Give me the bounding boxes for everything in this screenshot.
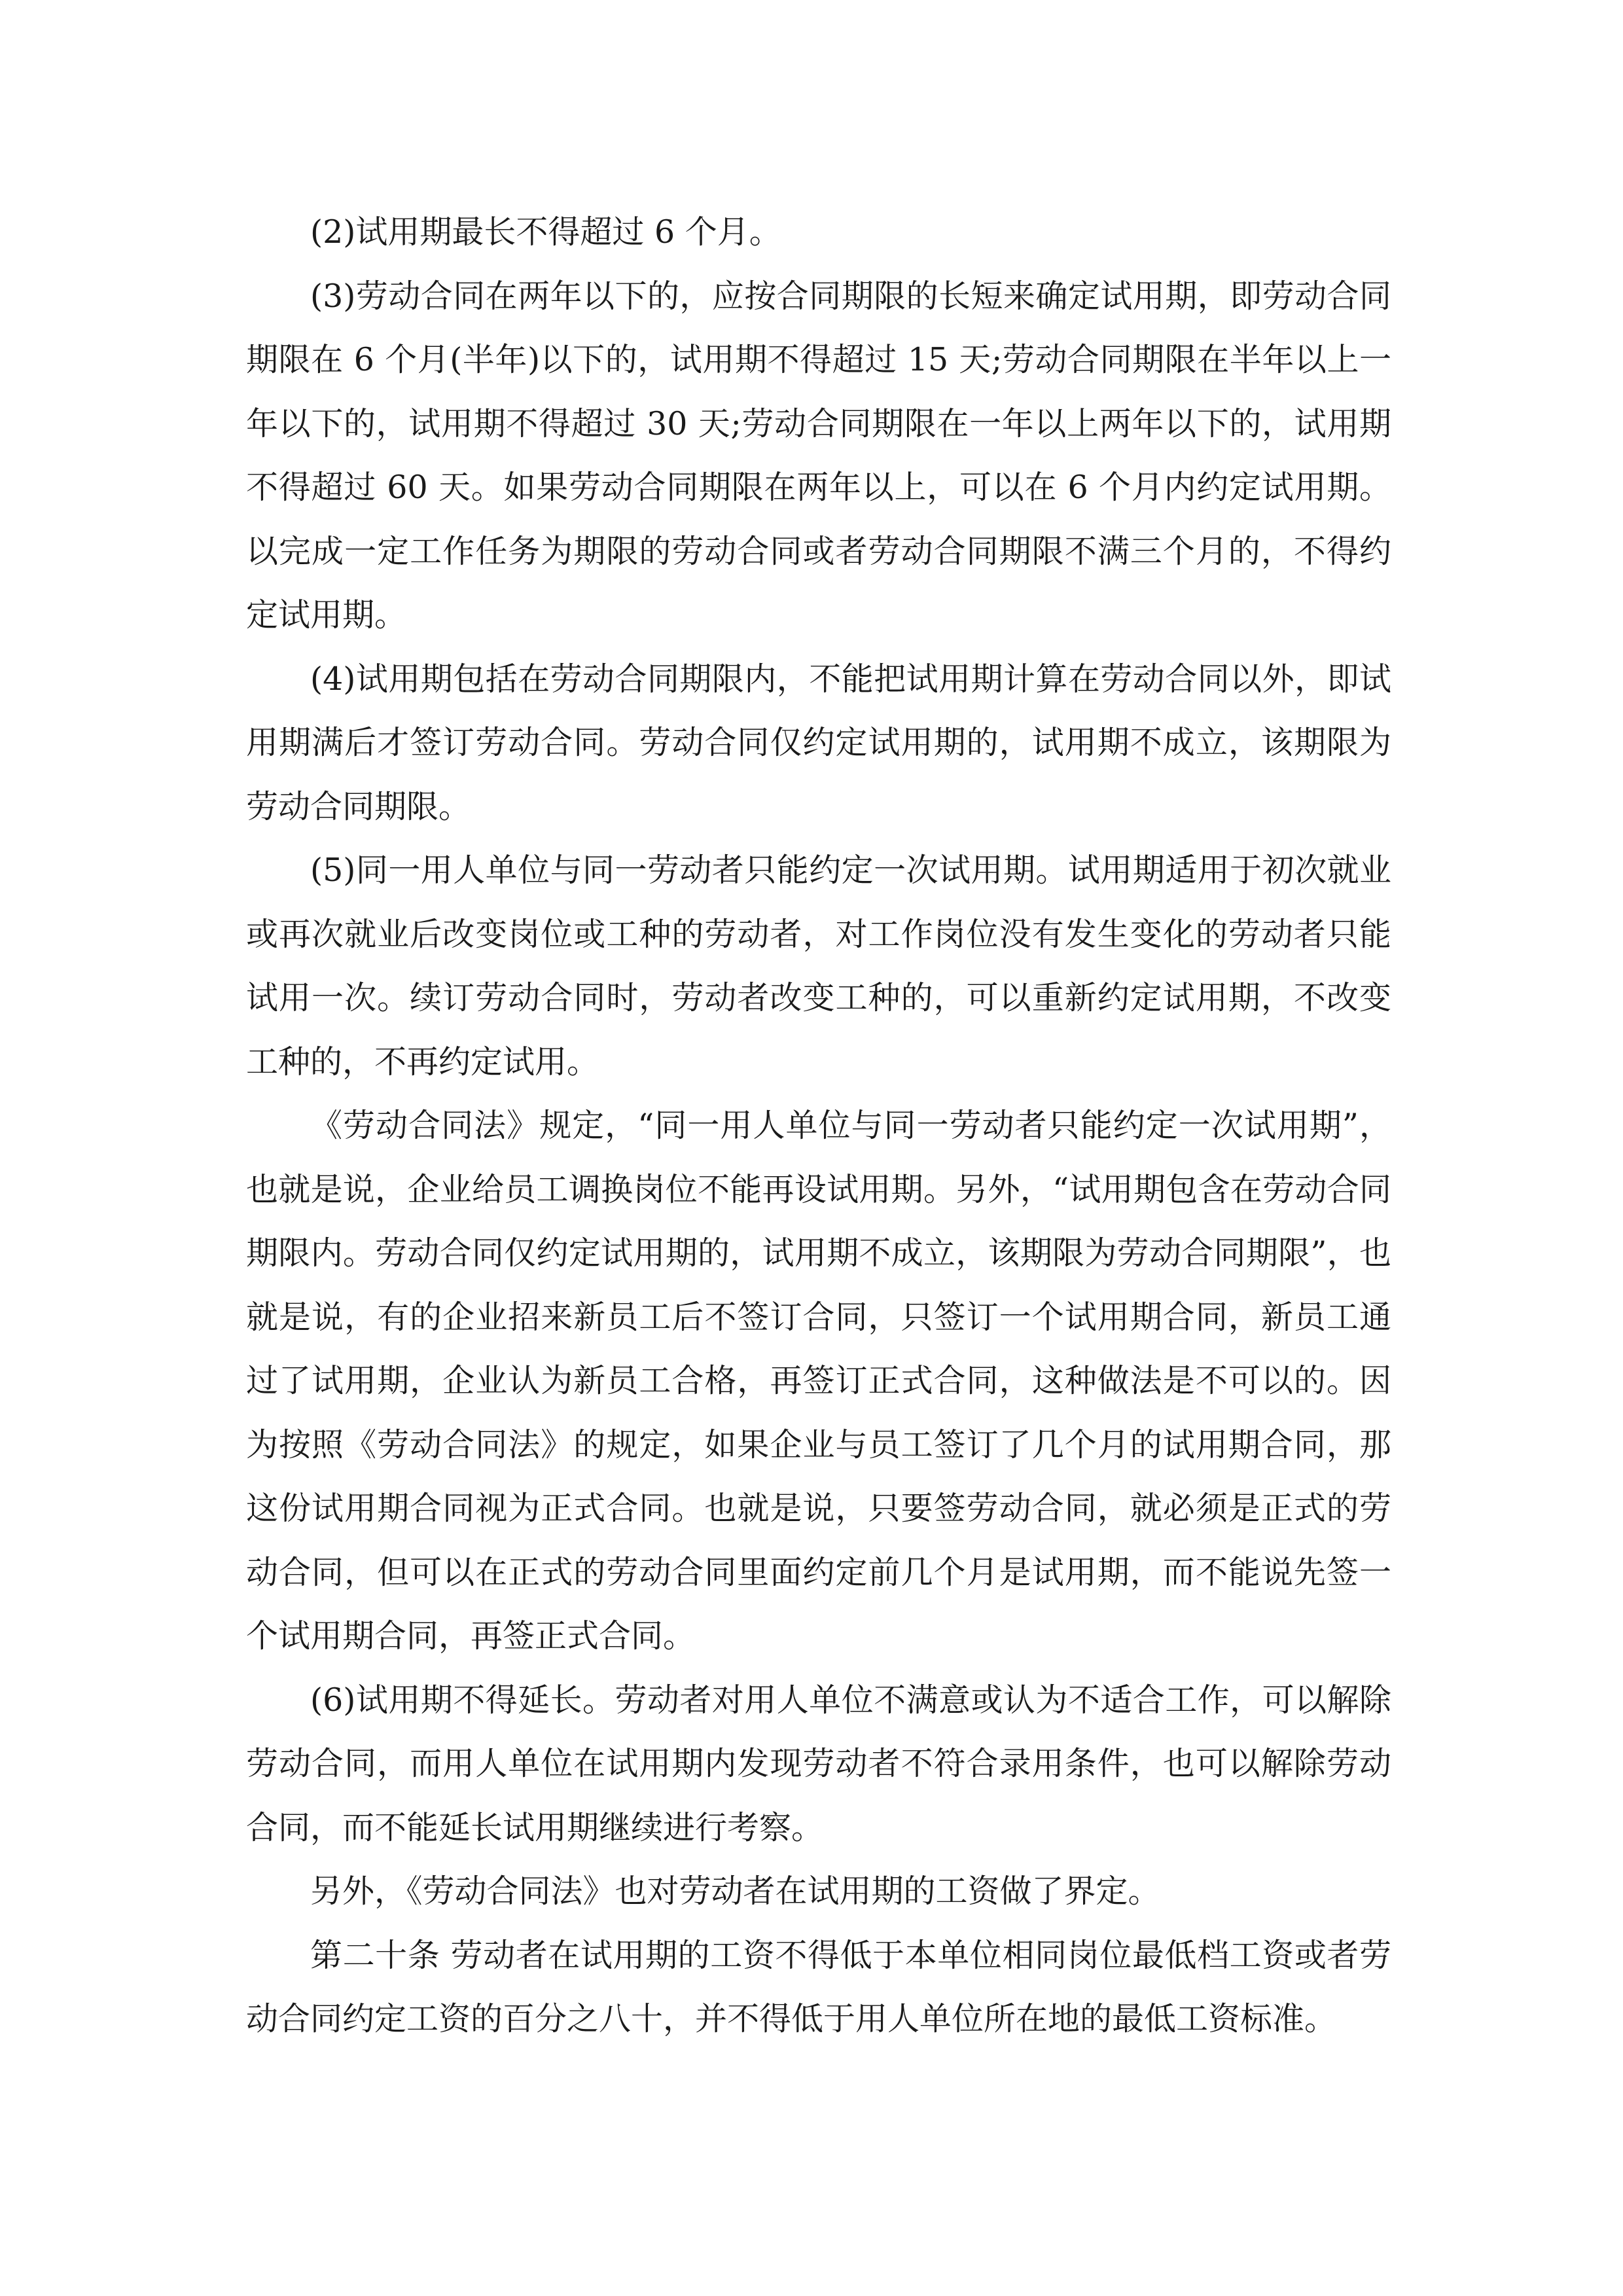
paragraph-article-20: 第二十条 劳动者在试用期的工资不得低于本单位相同岗位最低档工资或者劳动合同约定工资的百分之八十，并不得低于用人单位所在地的最低工资标准。: [246, 1936, 1391, 2037]
document-body: [246, 200, 1391, 2051]
paragraph-item-2: (2)试用期最长不得超过 6 个月。: [310, 213, 781, 251]
paragraph-item-6: (6)试用期不得延长。劳动者对用人单位不满意或认为不适合工作，可以解除劳动合同，而用人单位在试用期内发现劳动者不符合录用条件，也可以解除劳动合同，而不能延长试用期继续进行考察。: [246, 1681, 1391, 1846]
paragraph-law-quote: 《劳动合同法》规定，“同一用人单位与同一劳动者只能约定一次试用期”，也就是说，企业给员工调换岗位不能再设试用期。另外，“试用期包含在劳动合同期限内。劳动合同仅约定试用期的，试用期不成立，该期限为劳动合同期限”，也就是说，有的企业招来新员工后不签订合同，只签订一个试用期合同，新员工通过了试用期，企业认为新员工合格，再签订正式合同，这种做法是不可以的。因为按照《劳动合同法》的规定，如果企业与员工签订了几个月的试用期合同，那这份试用期合同视为正式合同。也就是说，只要签劳动合同，就必须是正式的劳动合同，但可以在正式的劳动合同里面约定前几个月是试用期，而不能说先签一个试用期合同，再签正式合同。: [246, 1107, 1391, 1655]
paragraph-item-3: (3)劳动合同在两年以下的，应按合同期限的长短来确定试用期，即劳动合同期限在 6 个月(半年)以下的，试用期不得超过 15 天;劳动合同期限在半年以上一年以下的，试用期不得超过 30 天;劳动合同期限在一年以上两年以下的，试用期不得超过 60 天。如果劳动合同期限在两年以上，可以在 6 个月内约定试用期。以完成一定工作任务为期限的劳动合同或者劳动合同期限不满三个月的，不得约定试用期。: [246, 277, 1391, 634]
paragraph-item-4: (4)试用期包括在劳动合同期限内，不能把试用期计算在劳动合同以外，即试用期满后才签订劳动合同。劳动合同仅约定试用期的，试用期不成立，该期限为劳动合同期限。: [246, 660, 1391, 825]
paragraph-item-5: (5)同一用人单位与同一劳动者只能约定一次试用期。试用期适用于初次就业或再次就业后改变岗位或工种的劳动者，对工作岗位没有发生变化的劳动者只能试用一次。续订劳动合同时，劳动者改变工种的，可以重新约定试用期，不改变工种的，不再约定试用。: [246, 852, 1391, 1081]
paragraph-wage-intro: 另外，《劳动合同法》也对劳动者在试用期的工资做了界定。: [310, 1873, 1160, 1910]
